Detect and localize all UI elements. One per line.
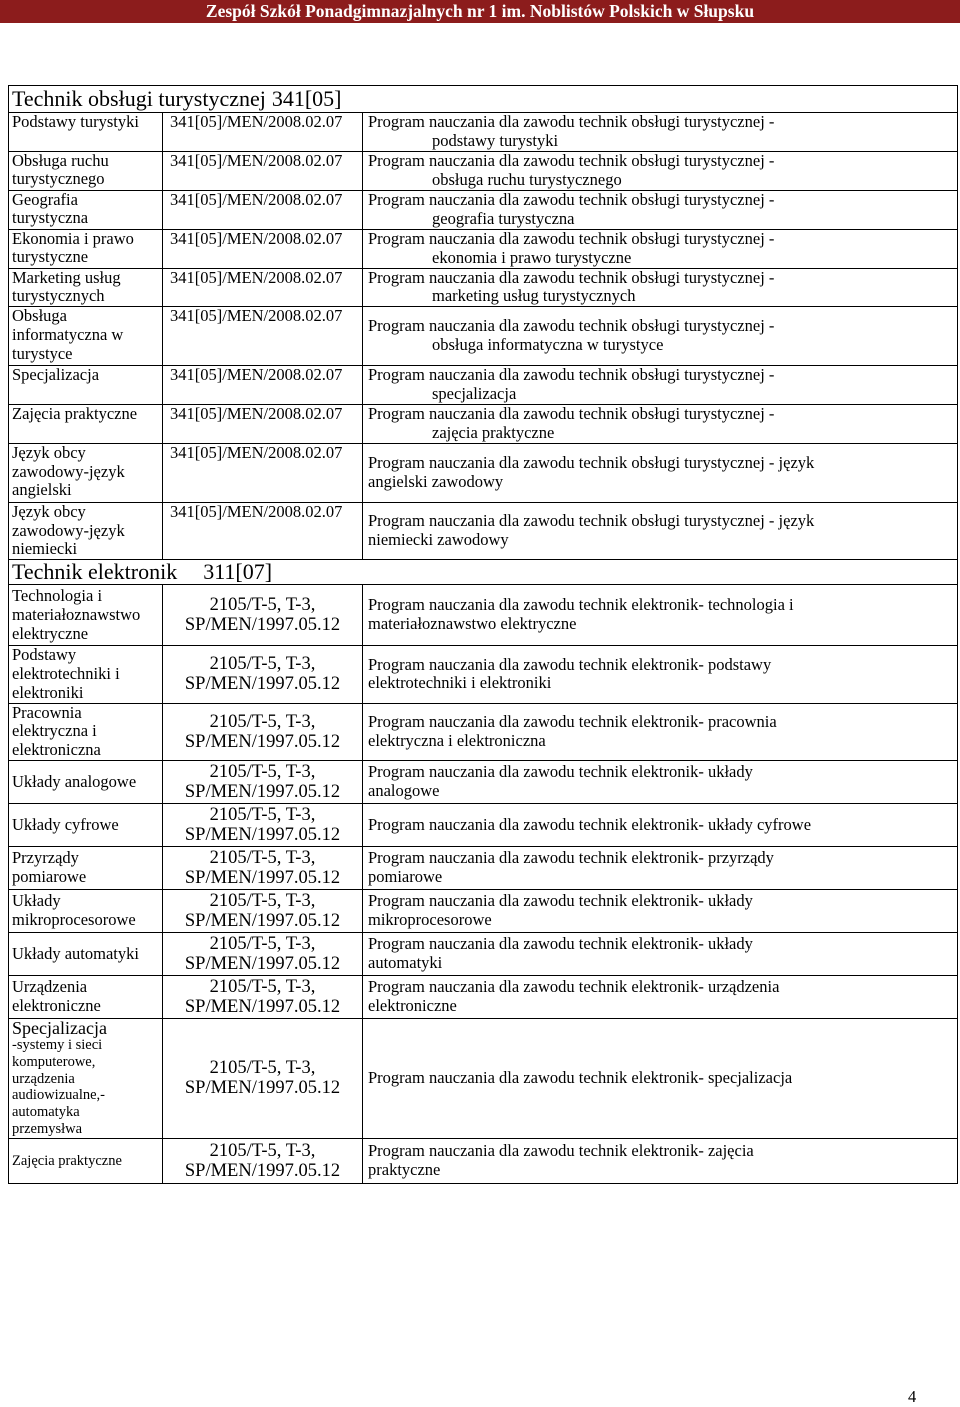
- section-title: [9, 86, 958, 113]
- subject-name: mikroprocesorowe: [12, 909, 136, 929]
- subject-cell: [9, 190, 163, 229]
- curriculum-code: SP/MEN/1997.05.12: [184, 910, 341, 931]
- program-cell: [363, 846, 958, 889]
- subject-detail: komputerowe,: [12, 1053, 96, 1070]
- curriculum-code: 2105/T-5, T-3,: [209, 1058, 316, 1079]
- subject-name: Specjalizacja: [12, 365, 100, 385]
- subject-name: niemiecki: [12, 539, 78, 559]
- subject-cell: [9, 366, 163, 405]
- subject-name: turystycznego: [12, 169, 105, 189]
- subject-name: Zajęcia praktyczne: [12, 1152, 122, 1169]
- curriculum-code-cell: [163, 113, 363, 152]
- curriculum-code: 341[05]/MEN/2008.02.07: [170, 306, 343, 326]
- curriculum-code: 341[05]/MEN/2008.02.07: [170, 229, 343, 248]
- curriculum-code: SP/MEN/1997.05.12: [184, 674, 341, 695]
- program-cell: [363, 366, 958, 405]
- program-title: Program nauczania dla zawodu technik elektronik- układy: [368, 762, 753, 782]
- curriculum-code-cell: [163, 404, 363, 443]
- curriculum-code-cell: [163, 646, 363, 703]
- curriculum-code-cell: [163, 502, 363, 559]
- section-title: [9, 560, 958, 585]
- program-title: Program nauczania dla zawodu technik elektronik- zajęcia: [368, 1141, 754, 1161]
- subject-name: Ekonomia i prawo: [12, 229, 134, 248]
- curriculum-code: 2105/T-5, T-3,: [209, 804, 316, 825]
- curriculum-code: SP/MEN/1997.05.12: [184, 824, 341, 845]
- program-title: Program nauczania dla zawodu technik elektronik- układy: [368, 934, 753, 954]
- program-title: Program nauczania dla zawodu technik elektronik- technologia i: [368, 595, 794, 615]
- subject-name: elektroniki: [12, 682, 84, 702]
- subject-name: elektryczne: [12, 623, 89, 643]
- subject-name: Przyrządy: [12, 848, 79, 868]
- subject-name: Zajęcia praktyczne: [12, 404, 138, 423]
- subject-name: pomiarowe: [12, 866, 87, 886]
- subject-name: materiałoznawstwo: [12, 604, 141, 624]
- program-title: analogowe: [368, 780, 440, 800]
- subject-name: elektryczna i: [12, 721, 97, 741]
- school-header: Zespół Szkół Ponadgimnazjalnych nr 1 im. Noblistów Polskich w Słupsku: [0, 0, 960, 23]
- curriculum-code-cell: [163, 1138, 363, 1183]
- subject-cell: [9, 229, 163, 268]
- curriculum-code-cell: [163, 889, 363, 932]
- program-cell: [363, 404, 958, 443]
- program-title: Program nauczania dla zawodu technik elektronik- układy cyfrowe: [368, 814, 812, 834]
- program-cell: [363, 443, 958, 502]
- subject-cell: [9, 646, 163, 703]
- subject-name: Układy cyfrowe: [12, 814, 119, 834]
- curriculum-code: 2105/T-5, T-3,: [209, 976, 316, 997]
- subject-name: zawodowy-język: [12, 520, 125, 540]
- program-cell: [363, 502, 958, 559]
- curriculum-code-cell: [163, 703, 363, 760]
- subject-name: angielski: [12, 480, 72, 500]
- subject-detail: automatyka: [12, 1104, 80, 1121]
- curriculum-code-cell: [163, 1018, 363, 1138]
- page-number: 4: [908, 1387, 917, 1406]
- program-cell: [363, 190, 958, 229]
- subject-name: zawodowy-język: [12, 461, 125, 481]
- subject-row: [9, 1018, 958, 1138]
- program-title: angielski zawodowy: [368, 471, 504, 491]
- curriculum-code: 341[05]/MEN/2008.02.07: [170, 502, 343, 521]
- curriculum-code-cell: [163, 307, 363, 366]
- program-title: marketing usług turystycznych: [432, 286, 636, 306]
- curriculum-code: 2105/T-5, T-3,: [209, 847, 316, 868]
- program-title: Program nauczania dla zawodu technik elektronik- pracownia: [368, 711, 777, 731]
- program-title: Program nauczania dla zawodu technik elektronik- urządzenia: [368, 977, 780, 997]
- program-title: Program nauczania dla zawodu technik obsługi turystycznej -: [368, 404, 775, 423]
- curriculum-code: 341[05]/MEN/2008.02.07: [170, 404, 343, 423]
- program-title: elektroniczne: [368, 995, 457, 1015]
- program-title: Program nauczania dla zawodu technik obsługi turystycznej -: [368, 316, 775, 336]
- subject-cell: [9, 268, 163, 307]
- subject-cell: [9, 585, 163, 646]
- curriculum-code: SP/MEN/1997.05.12: [184, 615, 341, 636]
- subject-row: [9, 404, 958, 443]
- subject-cell: [9, 404, 163, 443]
- subject-name: Obsługa ruchu: [12, 151, 109, 170]
- program-title: Program nauczania dla zawodu technik obsługi turystycznej - język: [368, 511, 815, 531]
- subject-row: [9, 760, 958, 803]
- profession-name: Technik obsługi turystycznej: [12, 86, 266, 111]
- subject-name: Język obcy: [12, 502, 86, 521]
- curriculum-table-body: [9, 86, 958, 1184]
- subject-cell: [9, 443, 163, 502]
- curriculum-code-cell: [163, 975, 363, 1018]
- curriculum-code: 341[05]/MEN/2008.02.07: [170, 365, 343, 385]
- subject-name: elektroniczne: [12, 995, 101, 1015]
- program-title: mikroprocesorowe: [368, 909, 492, 929]
- subject-name: Urządzenia: [12, 977, 88, 997]
- program-title: Program nauczania dla zawodu technik obsługi turystycznej -: [368, 112, 775, 131]
- subject-cell: [9, 1138, 163, 1183]
- subject-name: Marketing usług: [12, 268, 121, 287]
- subject-name: Podstawy turystyki: [12, 112, 139, 131]
- curriculum-code: SP/MEN/1997.05.12: [184, 953, 341, 974]
- curriculum-code-cell: [163, 151, 363, 190]
- curriculum-code: 2105/T-5, T-3,: [209, 711, 316, 732]
- curriculum-code: 341[05]/MEN/2008.02.07: [170, 443, 343, 462]
- curriculum-code-cell: [163, 190, 363, 229]
- curriculum-code-cell: [163, 268, 363, 307]
- subject-detail: przemysłwa: [12, 1121, 83, 1138]
- subject-row: [9, 975, 958, 1018]
- subject-row: [9, 443, 958, 502]
- curriculum-code: SP/MEN/1997.05.12: [184, 1160, 341, 1181]
- program-title: Program nauczania dla zawodu technik obsługi turystycznej - język: [368, 452, 815, 472]
- program-title: ekonomia i prawo turystyczne: [432, 247, 632, 267]
- subject-row: [9, 646, 958, 703]
- program-title: obsługa informatyczna w turystyce: [432, 335, 664, 355]
- subject-row: [9, 889, 958, 932]
- subject-cell: [9, 113, 163, 152]
- program-cell: [363, 1138, 958, 1183]
- program-title: Program nauczania dla zawodu technik obsługi turystycznej -: [368, 151, 775, 170]
- subject-row: [9, 502, 958, 559]
- subject-detail: audiowizualne,-: [12, 1087, 106, 1104]
- subject-name: Specjalizacja: [12, 1018, 107, 1039]
- subject-row: [9, 1138, 958, 1183]
- program-title: Program nauczania dla zawodu technik obsługi turystycznej -: [368, 365, 775, 385]
- curriculum-code: 2105/T-5, T-3,: [209, 933, 316, 954]
- subject-cell: [9, 889, 163, 932]
- curriculum-code-cell: [163, 443, 363, 502]
- subject-cell: [9, 846, 163, 889]
- subject-detail: -systemy i sieci: [12, 1037, 103, 1054]
- program-title: specjalizacja: [432, 383, 517, 403]
- curriculum-code: SP/MEN/1997.05.12: [184, 867, 341, 888]
- curriculum-code-cell: [163, 803, 363, 846]
- curriculum-code-cell: [163, 366, 363, 405]
- subject-name: turystyczna: [12, 208, 89, 228]
- program-cell: [363, 585, 958, 646]
- program-cell: [363, 889, 958, 932]
- curriculum-code: SP/MEN/1997.05.12: [184, 731, 341, 752]
- program-title: Program nauczania dla zawodu technik elektronik- podstawy: [368, 654, 772, 674]
- subject-cell: [9, 151, 163, 190]
- subject-row: [9, 268, 958, 307]
- program-title: Program nauczania dla zawodu technik obsługi turystycznej -: [368, 229, 775, 248]
- program-title: automatyki: [368, 952, 443, 972]
- subject-name: Obsługa: [12, 306, 67, 326]
- program-cell: [363, 932, 958, 975]
- subject-name: informatyczna w: [12, 324, 124, 344]
- curriculum-code: SP/MEN/1997.05.12: [184, 1078, 341, 1099]
- program-title: obsługa ruchu turystycznego: [432, 169, 622, 189]
- subject-detail: urządzenia: [12, 1070, 75, 1087]
- subject-row: [9, 932, 958, 975]
- curriculum-code: 2105/T-5, T-3,: [209, 654, 316, 675]
- subject-name: Układy automatyki: [12, 943, 139, 963]
- program-title: elektryczna i elektroniczna: [368, 730, 546, 750]
- profession-code: 341[05]: [271, 86, 342, 111]
- subject-cell: [9, 932, 163, 975]
- curriculum-code: 341[05]/MEN/2008.02.07: [170, 268, 343, 287]
- program-cell: [363, 1018, 958, 1138]
- program-cell: [363, 803, 958, 846]
- program-cell: [363, 307, 958, 366]
- curriculum-code: 2105/T-5, T-3,: [209, 1140, 316, 1161]
- subject-cell: [9, 703, 163, 760]
- curriculum-code: SP/MEN/1997.05.12: [184, 781, 341, 802]
- program-cell: [363, 760, 958, 803]
- curriculum-code: SP/MEN/1997.05.12: [184, 996, 341, 1017]
- subject-name: turystycznych: [12, 286, 105, 306]
- curriculum-code-cell: [163, 585, 363, 646]
- program-title: Program nauczania dla zawodu technik obsługi turystycznej -: [368, 190, 775, 209]
- section-title-row: [9, 560, 958, 585]
- subject-name: Pracownia: [12, 703, 82, 722]
- curriculum-code: 341[05]/MEN/2008.02.07: [170, 112, 343, 131]
- program-cell: [363, 229, 958, 268]
- subject-name: turystyczne: [12, 247, 89, 267]
- subject-row: [9, 151, 958, 190]
- subject-name: Układy analogowe: [12, 771, 137, 791]
- program-cell: [363, 646, 958, 703]
- program-title: niemiecki zawodowy: [368, 529, 509, 549]
- curriculum-code-cell: [163, 760, 363, 803]
- subject-name: Podstawy: [12, 645, 77, 665]
- program-title: podstawy turystyki: [432, 130, 559, 150]
- subject-name: elektrotechniki i: [12, 663, 120, 683]
- subject-row: [9, 366, 958, 405]
- subject-row: [9, 585, 958, 646]
- curriculum-code-cell: [163, 229, 363, 268]
- program-title: Program nauczania dla zawodu technik elektronik- specjalizacja: [368, 1068, 793, 1088]
- program-title: Program nauczania dla zawodu technik obsługi turystycznej -: [368, 268, 775, 287]
- curriculum-code: 341[05]/MEN/2008.02.07: [170, 190, 343, 209]
- program-cell: [363, 975, 958, 1018]
- subject-row: [9, 229, 958, 268]
- subject-row: [9, 803, 958, 846]
- subject-row: [9, 307, 958, 366]
- subject-cell: [9, 975, 163, 1018]
- subject-name: turystyce: [12, 343, 73, 363]
- program-title: materiałoznawstwo elektryczne: [368, 614, 577, 634]
- curriculum-code: 2105/T-5, T-3,: [209, 761, 316, 782]
- subject-row: [9, 190, 958, 229]
- program-title: praktyczne: [368, 1159, 441, 1179]
- program-cell: [363, 268, 958, 307]
- curriculum-code-cell: [163, 932, 363, 975]
- subject-name: Układy: [12, 891, 61, 911]
- profession-code: 311[07]: [203, 559, 273, 585]
- program-title: zajęcia praktyczne: [432, 422, 555, 442]
- subject-cell: [9, 307, 163, 366]
- program-cell: [363, 113, 958, 152]
- subject-row: [9, 846, 958, 889]
- profession-name: Technik elektronik: [12, 559, 178, 585]
- subject-row: [9, 703, 958, 760]
- curriculum-code: 2105/T-5, T-3,: [209, 890, 316, 911]
- subject-cell: [9, 803, 163, 846]
- program-cell: [363, 703, 958, 760]
- subject-name: Język obcy: [12, 443, 86, 462]
- section-title-row: [9, 86, 958, 113]
- program-title: Program nauczania dla zawodu technik elektronik- przyrządy: [368, 848, 774, 868]
- program-title: geografia turystyczna: [432, 208, 575, 228]
- subject-cell: [9, 502, 163, 559]
- curriculum-code: 341[05]/MEN/2008.02.07: [170, 151, 343, 170]
- program-title: Program nauczania dla zawodu technik elektronik- układy: [368, 891, 753, 911]
- subject-row: [9, 113, 958, 152]
- program-cell: [363, 151, 958, 190]
- curriculum-table: [8, 85, 958, 1184]
- subject-name: elektroniczna: [12, 740, 101, 760]
- subject-cell: [9, 760, 163, 803]
- curriculum-code-cell: [163, 846, 363, 889]
- program-title: pomiarowe: [368, 866, 443, 886]
- subject-name: Geografia: [12, 190, 78, 209]
- program-title: elektrotechniki i elektroniki: [368, 673, 552, 693]
- curriculum-code: 2105/T-5, T-3,: [209, 595, 316, 616]
- subject-cell: [9, 1018, 163, 1138]
- subject-name: Technologia i: [12, 585, 103, 605]
